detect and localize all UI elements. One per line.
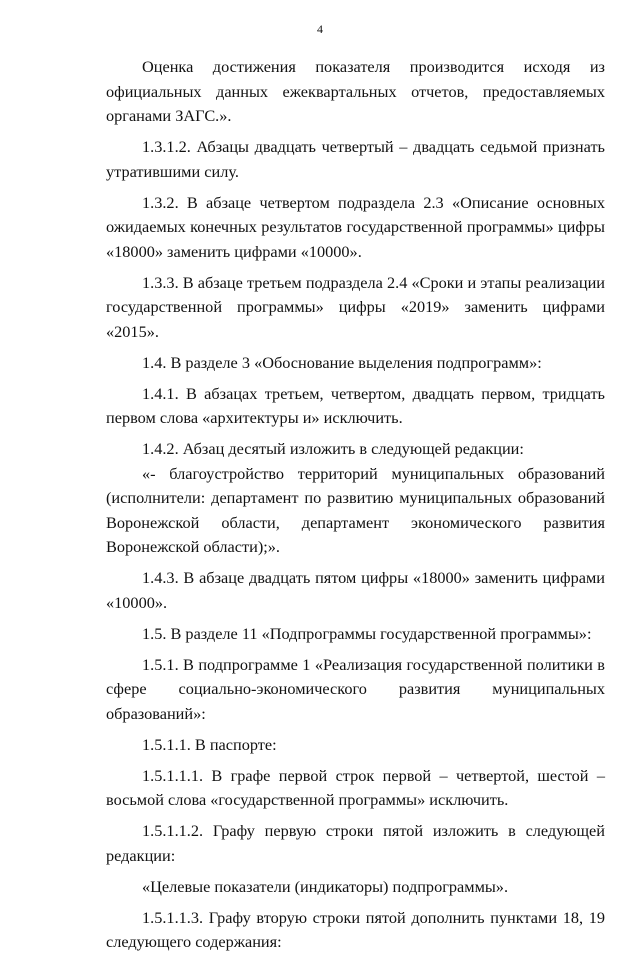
paragraph: 1.4. В разделе 3 «Обоснование выделения подпрограмм»: — [142, 352, 542, 372]
paragraph: 1.5.1.1.2. Графу первую строки пятой изложить в следующей редакции: — [106, 821, 605, 865]
paragraph: Оценка достижения показателя производится исходя из официальных данных ежеквартальных отчетов, предоставляемых органами ЗАГС.». — [106, 57, 605, 125]
paragraph: 1.5.1.1.1. В графе первой строк первой – четвертой, шестой – восьмой слова «государственной программы» исключить. — [106, 765, 605, 809]
paragraph: 1.3.2. В абзаце четвертом подраздела 2.3 «Описание основных ожидаемых конечных результатов государственной программы» цифры «18000» заменить цифрами «10000». — [106, 192, 605, 261]
paragraph: 1.5.1.1. В паспорте: — [142, 734, 277, 754]
page-number: 4 — [317, 22, 323, 36]
paragraph: 1.5.1.1.3. Графу вторую строки пятой дополнить пунктами 18, 19 следующего содержания: — [106, 907, 605, 951]
paragraph: 1.4.3. В абзаце двадцать пятом цифры «18000» заменить цифрами «10000». — [106, 568, 605, 612]
paragraph: 1.4.1. В абзацах третьем, четвертом, двадцать первом, тридцать первом слова «архитектуры и» исключить. — [106, 383, 605, 427]
paragraph: 1.5. В разделе 11 «Подпрограммы государственной программы»: — [142, 623, 592, 643]
paragraph: «Целевые показатели (индикаторы) подпрограммы». — [142, 876, 509, 896]
paragraph: 1.5.1. В подпрограмме 1 «Реализация государственной политики в сфере социально-экономического развития муниципальных образований»: — [106, 654, 605, 723]
document-body — [106, 55, 605, 961]
paragraph: 1.4.2. Абзац десятый изложить в следующей редакции: — [142, 439, 524, 458]
paragraph: 1.3.3. В абзаце третьем подраздела 2.4 «Сроки и этапы реализации государственной программы» цифры «2019» заменить цифрами «2015». — [106, 272, 605, 341]
paragraph: «- благоустройство территорий муниципальных образований (исполнители: департамент по развитию муниципальных образований Воронежской области, департамент экономического развития Воронежской области);». — [106, 463, 605, 556]
paragraph: 1.3.1.2. Абзацы двадцать четвертый – двадцать седьмой признать утратившими силу. — [106, 137, 605, 181]
